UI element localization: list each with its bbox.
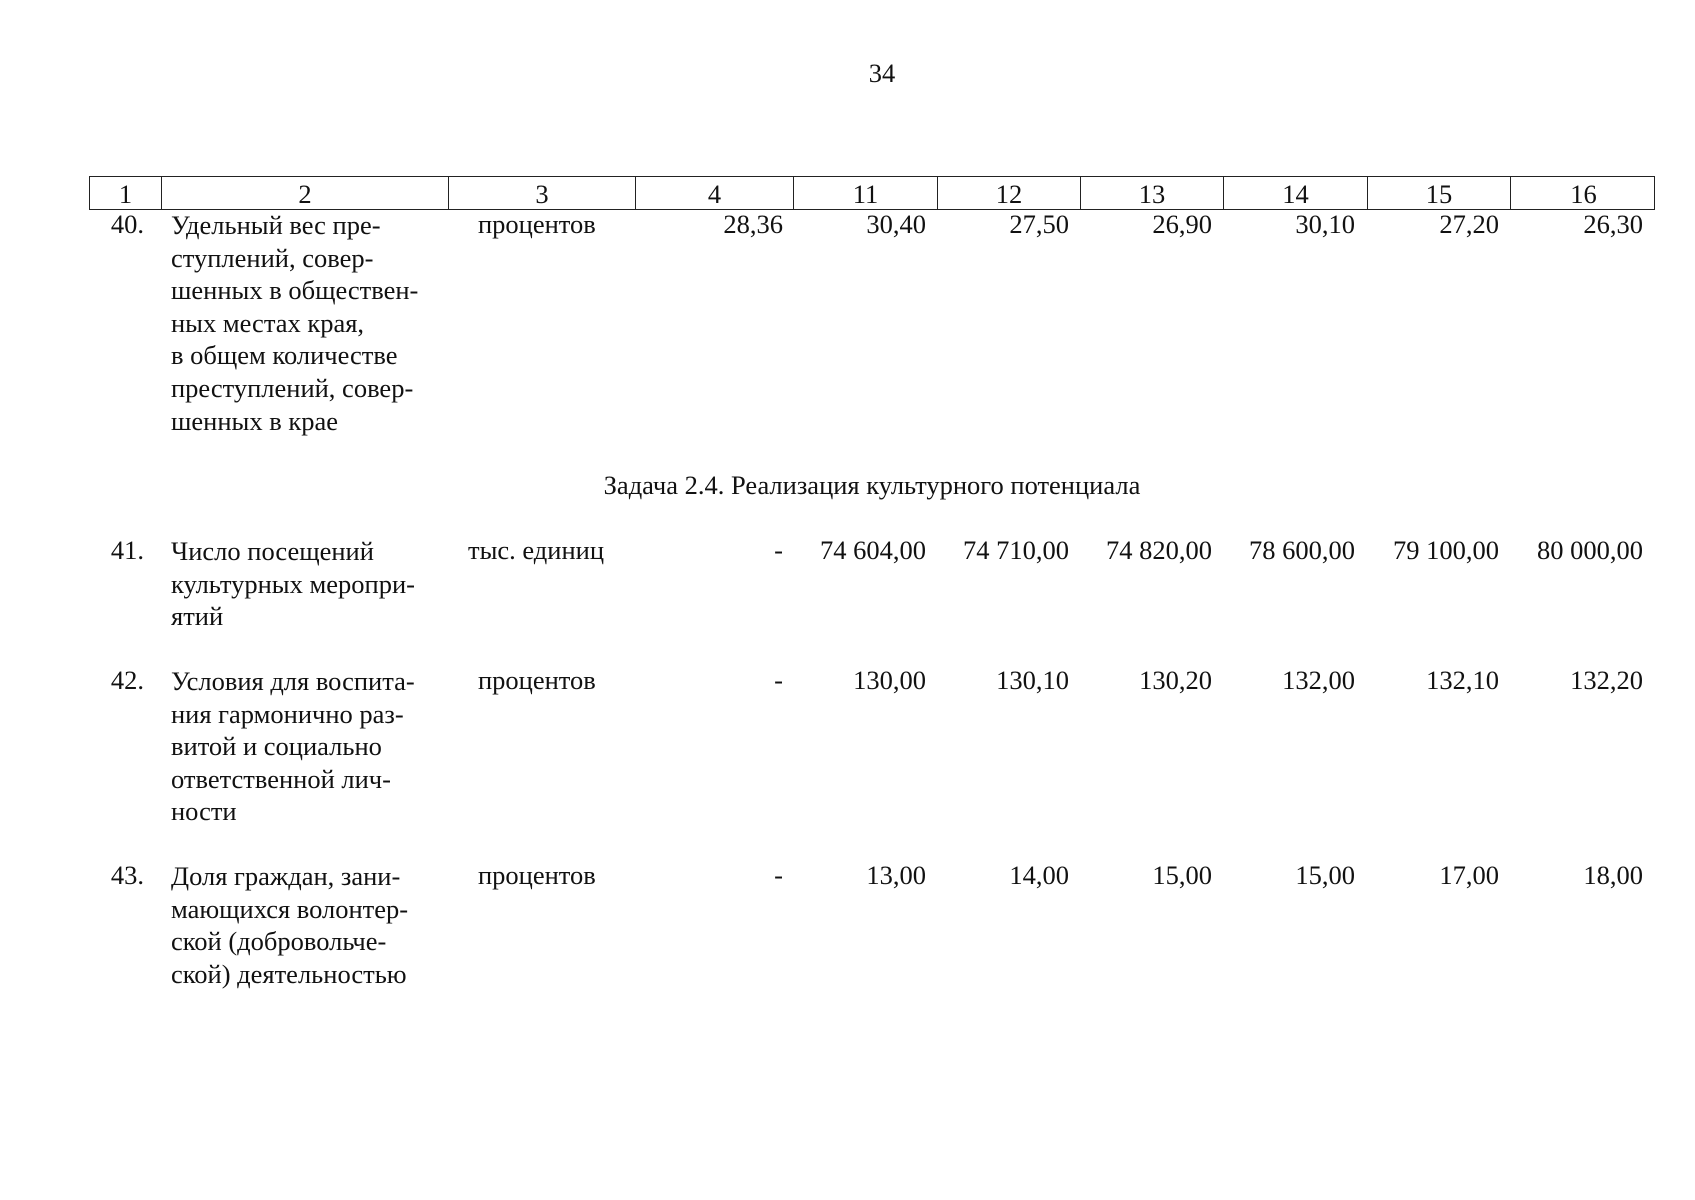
value-col-14: 132,00 bbox=[1282, 665, 1355, 695]
value-col-11: 30,40 bbox=[866, 209, 926, 239]
header-col-3: 3 bbox=[449, 177, 636, 209]
name-line: ности bbox=[171, 796, 237, 827]
value-col-11: 13,00 bbox=[866, 860, 926, 890]
value-col-4: 28,36 bbox=[723, 209, 783, 239]
value-col-4: - bbox=[774, 535, 783, 565]
value-col-15: 17,00 bbox=[1439, 860, 1499, 890]
indicator-name bbox=[171, 665, 415, 828]
name-line: ступлений, совер- bbox=[171, 242, 374, 273]
value-col-16: 18,00 bbox=[1583, 860, 1643, 890]
unit: тыс. единиц bbox=[468, 535, 605, 565]
value-col-11: 130,00 bbox=[853, 665, 926, 695]
value-col-15: 132,10 bbox=[1426, 665, 1499, 695]
header-col-14: 14 bbox=[1224, 177, 1368, 209]
value-col-16: 132,20 bbox=[1570, 665, 1643, 695]
value-col-13: 15,00 bbox=[1152, 860, 1212, 890]
value-col-12: 130,10 bbox=[996, 665, 1069, 695]
value-col-14: 78 600,00 bbox=[1249, 535, 1355, 565]
value-col-15: 79 100,00 bbox=[1393, 535, 1499, 565]
value-col-14: 30,10 bbox=[1295, 209, 1355, 239]
value-col-14: 15,00 bbox=[1295, 860, 1355, 890]
row-number: 42. bbox=[110, 665, 144, 695]
header-col-15: 15 bbox=[1368, 177, 1511, 209]
name-line: Условия для воспита- bbox=[171, 666, 415, 696]
name-line: шенных в обществен- bbox=[171, 275, 419, 306]
name-line: ных местах края, bbox=[171, 307, 365, 338]
indicator-name bbox=[171, 860, 408, 990]
unit: процентов bbox=[478, 860, 596, 890]
value-col-11: 74 604,00 bbox=[820, 535, 926, 565]
header-col-4: 4 bbox=[636, 177, 794, 209]
name-line: витой и социально bbox=[171, 731, 382, 762]
indicator-name bbox=[171, 535, 415, 633]
name-line: в общем количестве bbox=[171, 340, 398, 371]
unit: процентов bbox=[478, 665, 596, 695]
page-number: 34 bbox=[868, 58, 896, 88]
header-col-13: 13 bbox=[1081, 177, 1224, 209]
name-line: ния гармонично раз- bbox=[171, 698, 404, 729]
value-col-12: 14,00 bbox=[1009, 860, 1069, 890]
value-col-15: 27,20 bbox=[1439, 209, 1499, 239]
indicator-name bbox=[171, 209, 418, 437]
row-number: 43. bbox=[110, 860, 144, 890]
value-col-13: 74 820,00 bbox=[1106, 535, 1212, 565]
name-line: ской (добровольче- bbox=[171, 926, 387, 957]
name-line: ской) деятельностью bbox=[171, 958, 407, 989]
name-line: шенных в крае bbox=[171, 405, 338, 436]
header-col-1: 1 bbox=[90, 177, 162, 209]
unit: процентов bbox=[478, 209, 596, 239]
row-number: 41. bbox=[110, 535, 144, 565]
header-col-11: 11 bbox=[794, 177, 938, 209]
header-col-16: 16 bbox=[1570, 179, 1597, 209]
value-col-13: 130,20 bbox=[1139, 665, 1212, 695]
value-col-4: - bbox=[774, 665, 783, 695]
value-col-16: 80 000,00 bbox=[1537, 535, 1643, 565]
name-line: Число посещений bbox=[171, 536, 374, 566]
header-col-2: 2 bbox=[162, 177, 449, 209]
value-col-12: 74 710,00 bbox=[963, 535, 1069, 565]
name-line: Доля граждан, зани- bbox=[171, 861, 401, 891]
task-heading: Задача 2.4. Реализация культурного потенциала bbox=[603, 470, 1141, 500]
name-line: мающихся волонтер- bbox=[171, 893, 409, 924]
value-col-13: 26,90 bbox=[1152, 209, 1212, 239]
name-line: Удельный вес пре- bbox=[171, 210, 381, 240]
name-line: культурных меропри- bbox=[171, 568, 415, 599]
name-line: ответственной лич- bbox=[171, 763, 391, 794]
name-line: ятий bbox=[171, 601, 224, 632]
value-col-12: 27,50 bbox=[1009, 209, 1069, 239]
table-header-row bbox=[89, 176, 1655, 210]
value-col-16: 26,30 bbox=[1583, 209, 1643, 239]
value-col-4: - bbox=[774, 860, 783, 890]
row-number: 40. bbox=[110, 209, 144, 239]
header-col-12: 12 bbox=[938, 177, 1081, 209]
name-line: преступлений, совер- bbox=[171, 372, 414, 403]
